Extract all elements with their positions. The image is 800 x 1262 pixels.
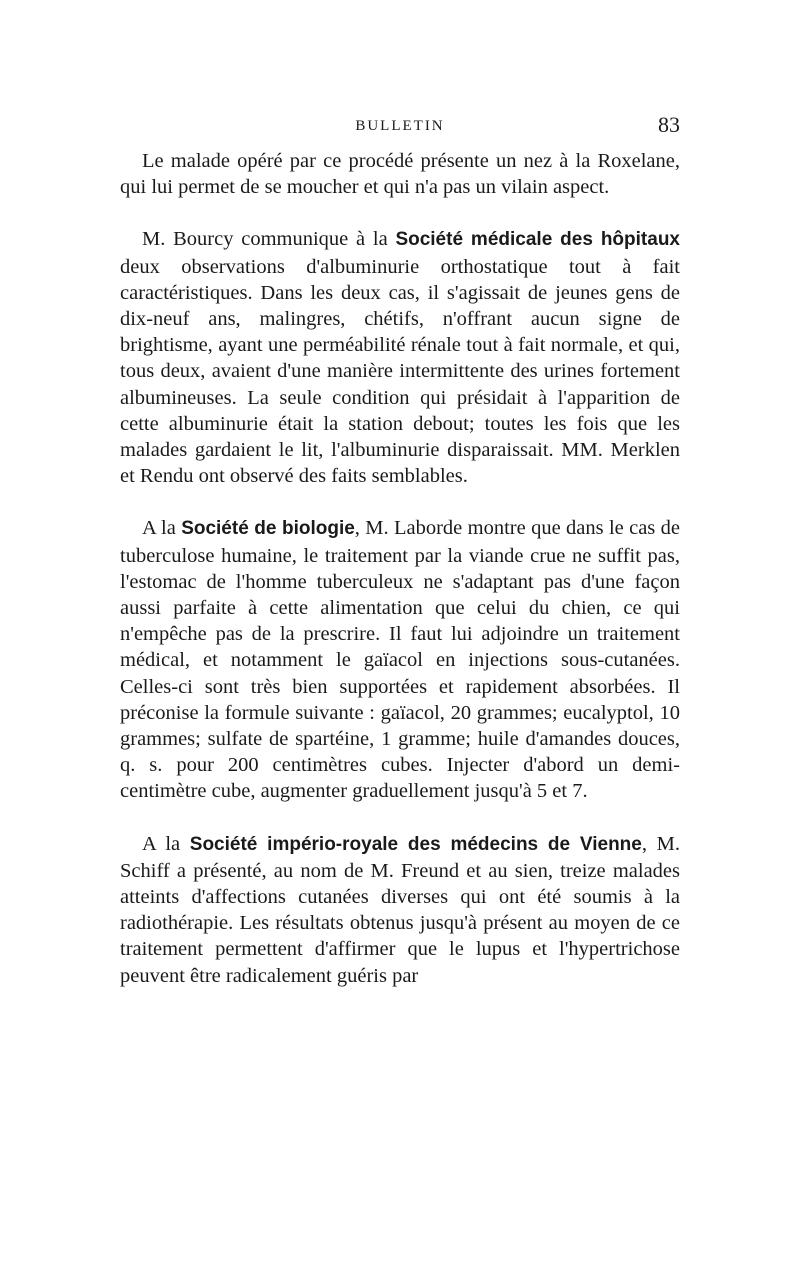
running-title: BULLETIN bbox=[355, 118, 445, 134]
paragraph-nose-procedure bbox=[120, 148, 680, 200]
paragraph-tuberculosis bbox=[120, 515, 680, 804]
paragraph-text: Le malade opéré par ce procédé présente un nez à la Roxelane, qui lui permet de se moucher et qui n'a pas un vilain aspect. bbox=[120, 150, 680, 199]
paragraph-text-before: A la bbox=[142, 517, 182, 540]
society-name: Société de biologie bbox=[181, 518, 355, 540]
paragraph-text-after: deux observations d'albuminurie orthostatique tout à fait caractéristiques. Dans les deux cas, il s'agissait de jeunes gens de dix-neuf ans, malingres, chétifs, n'offrant aucun signe de brightisme, ayant une perméabilité rénale tout à fait normale, et qui, tous deux, avaient d'une manière intermittente des urines fortement albumineuses. La seule condition qui présidait à l'apparition de cette albuminurie était la station debout; toutes les fois que les malades gardaient le lit, l'albuminurie disparaissait. MM. Merklen et Rendu ont observé des faits semblables. bbox=[120, 255, 680, 488]
paragraph-text-after: , M. Schiff a présenté, au nom de M. Freund et au sien, treize malades atteints d'affections cutanées diverses qui ont été soumis à la radiothérapie. Les résultats obtenus jusqu'à présent au moyen de ce traitement permettent d'affirmer que le lupus et l'hypertrichose peuvent être radicalement guéris par bbox=[120, 832, 680, 987]
society-name: Société médicale des hôpitaux bbox=[395, 229, 680, 251]
running-head bbox=[120, 112, 680, 142]
paragraph-text-before: M. Bourcy communique à la bbox=[142, 228, 396, 251]
paragraph-radiotherapy bbox=[120, 831, 680, 989]
page-number: 83 bbox=[658, 112, 680, 137]
paragraph-text-before: A la bbox=[142, 832, 190, 855]
society-name: Société império-royale des médecins de Vienne bbox=[189, 833, 642, 855]
body-text bbox=[120, 148, 680, 989]
paragraph-albuminuria bbox=[120, 226, 680, 489]
paragraph-text-after: , M. Laborde montre que dans le cas de tuberculose humaine, le traitement par la viande crue ne suffit pas, l'estomac de l'homme tuberculeux ne s'adaptant pas d'une façon aussi parfaite à cette alimentation que celui du chien, ce qui n'empêche pas de la prescrire. Il faut lui adjoindre un traitement médical, et notamment le gaïacol en injections sous-cutanées. Celles-ci sont très bien supportées et rapidement absorbées. Il préconise la formule suivante : gaïacol, 20 grammes; eucalyptol, 10 grammes; sulfate de spartéine, 1 gramme; huile d'amandes douces, q. s. pour 200 centimètres cubes. Injecter d'abord un demi-centimètre cube, augmenter graduellement jusqu'à 5 et 7. bbox=[120, 517, 680, 803]
